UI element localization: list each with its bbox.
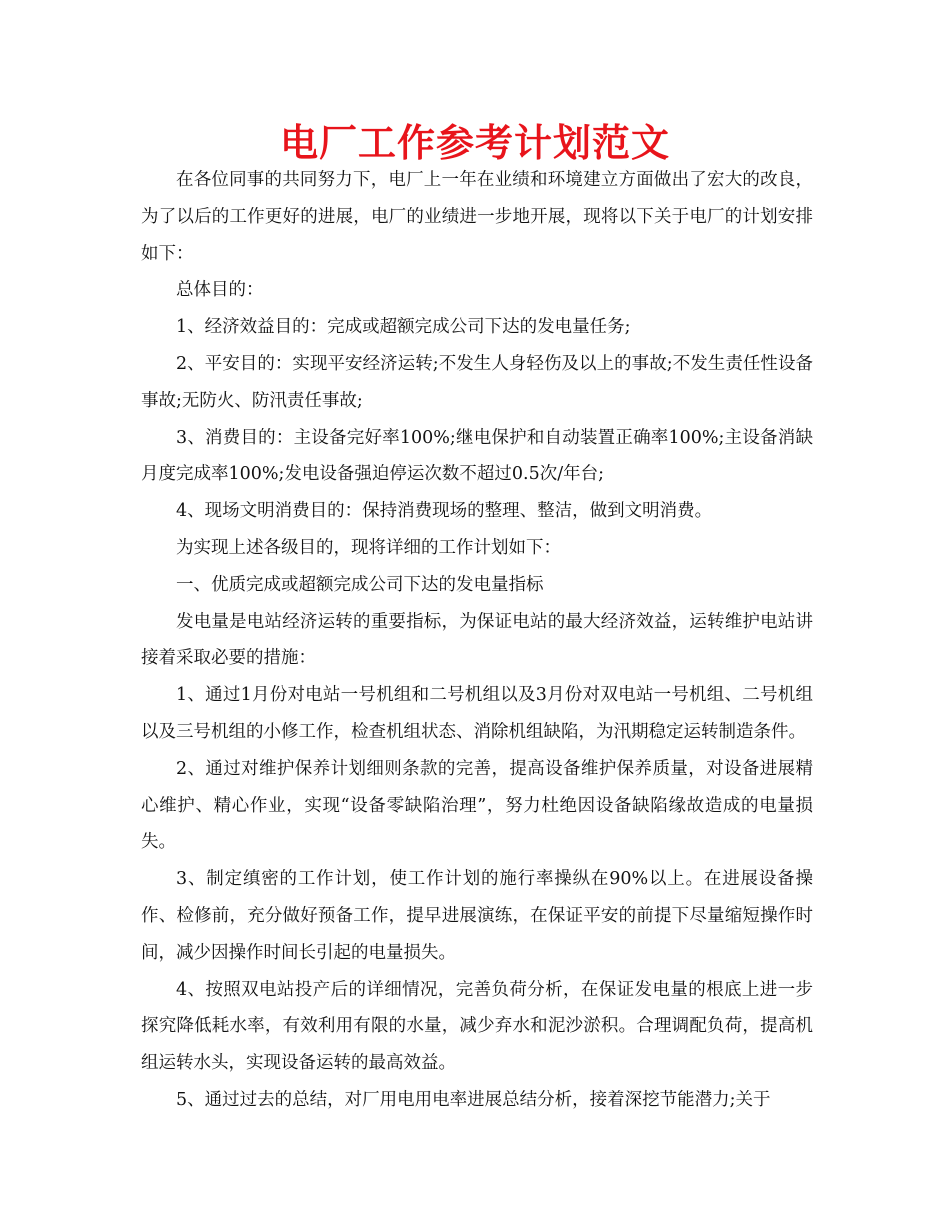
paragraph: 4、现场文明消费目的：保持消费现场的整理、整洁，做到文明消费。 bbox=[176, 501, 713, 522]
paragraph: 2、平安目的：实现平安经济运转;不发生人身轻伤及以上的事故;不发生责任性设备事故;无防火、防汛责任事故; bbox=[141, 353, 813, 411]
paragraph: 3、消费目的：主设备完好率100%;继电保护和自动装置正确率100%;主设备消缺月度完成率100%;发电设备强迫停运次数不超过0.5次/年台; bbox=[141, 427, 813, 485]
paragraph: 为实现上述各级目的，现将详细的工作计划如下： bbox=[176, 537, 561, 558]
paragraph: 4、按照双电站投产后的详细情况，完善负荷分析，在保证发电量的根底上进一步探究降低耗水率，有效利用有限的水量，减少弃水和泥沙淤积。合理调配负荷，提高机组运转水头，实现设备运转的最高效益。 bbox=[141, 979, 813, 1074]
document-title: 电厂工作参考计划范文 bbox=[279, 121, 670, 165]
paragraph: 5、通过过去的总结，对厂用电用电率进展总结分析，接着深挖节能潜力;关于 bbox=[176, 1089, 771, 1110]
paragraph: 3、制定缜密的工作计划，使工作计划的施行率操纵在90%以上。在进展设备操作、检修前，充分做好预备工作，提早进展演练，在保证平安的前提下尽量缩短操作时间，减少因操作时间长引起的电量损失。 bbox=[141, 869, 813, 963]
paragraph: 1、经济效益目的：完成或超额完成公司下达的发电量任务; bbox=[176, 317, 631, 338]
document-body bbox=[141, 162, 813, 1119]
paragraph: 在各位同事的共同努力下，电厂上一年在业绩和环境建立方面做出了宏大的改良，为了以后的工作更好的进展，电厂的业绩进一步地开展，现将以下关于电厂的计划安排如下： bbox=[141, 170, 813, 264]
paragraph: 发电量是电站经济运转的重要指标，为保证电站的最大经济效益，运转维护电站讲接着采取必要的措施： bbox=[141, 611, 813, 669]
paragraph: 总体目的： bbox=[176, 280, 264, 301]
paragraph: 2、通过对维护保养计划细则条款的完善，提高设备维护保养质量，对设备进展精心维护、精心作业，实现“设备零缺陷治理”，努力杜绝因设备缺陷缘故造成的电量损失。 bbox=[141, 758, 813, 853]
paragraph: 1、通过1月份对电站一号机组和二号机组以及3月份对双电站一号机组、二号机组以及三号机组的小修工作，检查机组状态、消除机组缺陷，为汛期稳定运转制造条件。 bbox=[141, 685, 813, 742]
section-heading: 一、优质完成或超额完成公司下达的发电量指标 bbox=[176, 574, 544, 595]
